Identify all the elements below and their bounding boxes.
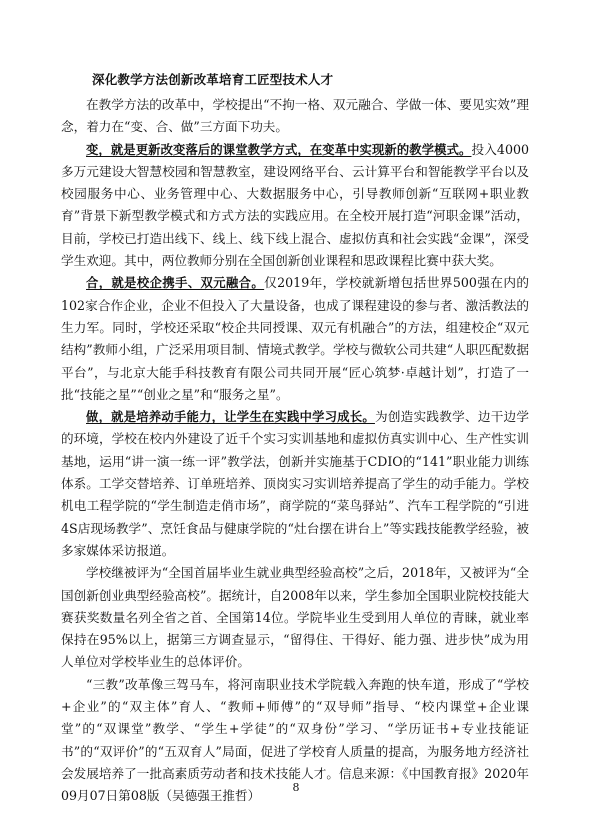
paragraph-lead: 做，就是培养动手能力，让学生在实践中学习成长。 [86,410,375,425]
paragraph-text: 为创造实践教学、边干边学的环境，学校在校内外建设了近千个实习实训基地和虚拟仿真实训中心、生产性实训基地，运用“讲一演一练一评”教学法，创新并实施基于CDIO的“141”职业能力训练体系。工学交替培养、订单班培养、顶岗实习实训培养提高了学生的动手能力。学校机电工程学院的“学生制造走俏市场”，商学院的“菜鸟驿站”、汽车工程学院的“引进4S店现场教学”、烹饪食品与健康学院的“灶台摆在讲台上”等实践技能教学经验，被多家媒体采访报道。 [61,409,529,558]
paragraph [61,272,529,406]
paragraph-text: “三教”改革像三驾马车，将河南职业技术学院载入奔跑的快车道，形成了“学校+企业”的“双主体”育人、“教师+师傅”的“双导师”指导、“校内课堂+企业课堂”的“双课堂”教学、“学生+学徒”的“双身份”学习、“学历证书+专业技能证书”的“双评价”的“五双育人”局面，促进了学校育人质量的提高，为服务地方经济社会发展培养了一批高素质劳动者和技术技能人才。信息来源：《中国教育报》2020年09月07日第08版（吴德强王推哲） [61,676,529,804]
paragraph-lead: 合，就是校企携手、双元融合。 [86,276,265,291]
paragraph-text: 学校继被评为“全国首届毕业生就业典型经验高校”之后，2018年，又被评为“全国创新创业典型经验高校”。据统计，自2008年以来，学生参加全国职业院校技能大赛获奖数量名列全省之首、全国第14位。学院毕业生受到用人单位的青睐，就业率保持在95%以上，据第三方调查显示，“留得住、干得好、能力强、进步快”成为用人单位对学校毕业生的总体评价。 [61,565,529,670]
paragraph-text: 在教学方法的改革中，学校提出“不拘一格、双元融合、学做一体、要见实效”理念，着力在“变、合、做”三方面下功夫。 [61,97,529,135]
paragraph [61,139,529,273]
paragraph-text: 投入4000多万元建设大智慧校园和智慧教室，建设网络平台、云计算平台和智能教学平台以及校园服务中心、业务管理中心、大数据服务中心，引导教师创新“互联网+职业教育”背景下新型教学模式和方式方法的实践应用。在全校开展打造“河职金课”活动，目前，学校已打造出线下、线上、线下线上混合、虚拟仿真和社会实践“金课”，深受学生欢迎。其中，两位教师分别在全国创新创业课程和思政课程比赛中获大奖。 [61,141,529,269]
paragraph [61,94,529,139]
paragraph-text: 仅2019年，学校就新增包括世界500强在内的102家合作企业，企业不但投入了大量设备，也成了课程建设的参与者、激活教法的生力军。同时，学校还采取“校企共同授课、双元有机融合”的方法，组建校企“双元结构”教师小组，广泛采用项目制、情境式教学。学校与微软公司共建“人职匹配数据平台”，与北京大能手科技教育有限公司共同开展“匠心筑梦·卓越计划”，打造了一批“技能之星”“创业之星”和“服务之星”。 [61,275,529,402]
paragraph [61,562,529,673]
paragraph [61,406,529,562]
article-body [61,94,529,808]
article-title: 深化教学方法创新改革培育工匠型技术人才 [92,72,334,87]
page-number: 8 [292,781,300,794]
paragraph-lead: 变，就是更新改变落后的课堂教学方式，在变革中实现新的教学模式。 [86,142,472,157]
